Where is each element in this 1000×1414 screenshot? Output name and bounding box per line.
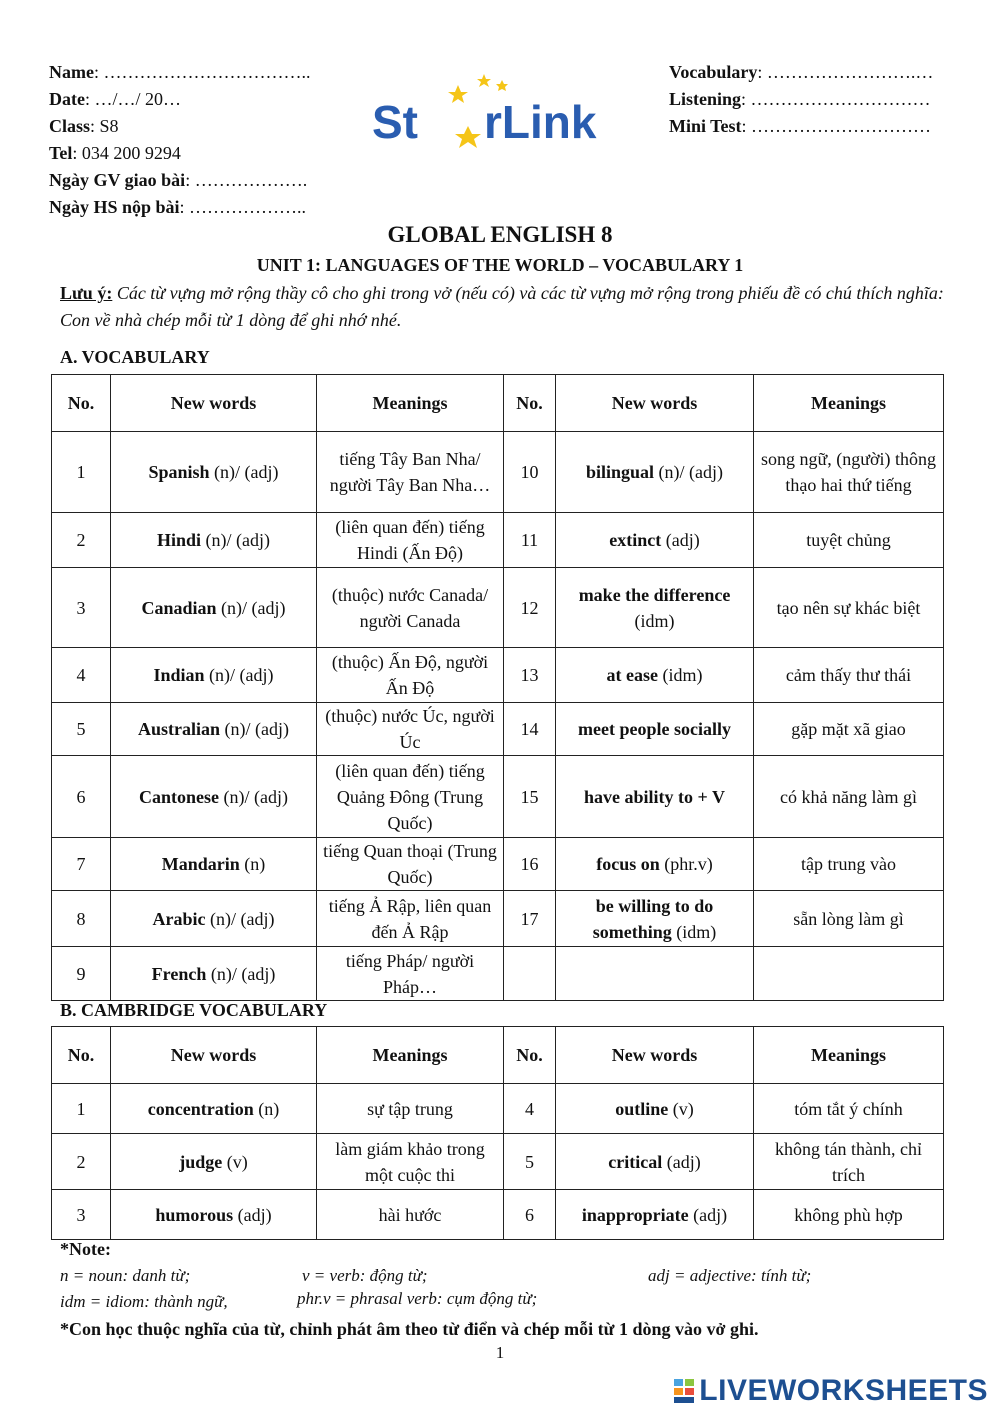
table-row — [52, 891, 944, 947]
meaning-cell: tiếng Pháp/ người Pháp… — [317, 947, 504, 1001]
column-header: Meanings — [754, 1027, 944, 1084]
word-cell: Australian (n)/ (adj) — [111, 703, 317, 756]
word-cell: Arabic (n)/ (adj) — [111, 891, 317, 947]
column-header: No. — [52, 1027, 111, 1084]
table-row — [52, 756, 944, 838]
table-row — [52, 947, 944, 1001]
page-subtitle: UNIT 1: LANGUAGES OF THE WORLD – VOCABULARY 1 — [256, 255, 744, 275]
word-cell: French (n)/ (adj) — [111, 947, 317, 1001]
row-number: 16 — [504, 838, 556, 891]
meaning-cell: tập trung vào — [754, 838, 944, 891]
word-cell: outline (v) — [556, 1084, 754, 1134]
column-header: No. — [504, 375, 556, 432]
abbr-noun: n = noun: danh từ; — [60, 1266, 191, 1285]
word-cell: humorous (adj) — [111, 1190, 317, 1240]
score-listening: Listening: ………………………… — [669, 89, 931, 109]
word-cell: inappropriate (adj) — [556, 1190, 754, 1240]
table-row — [52, 703, 944, 756]
meaning-cell: tóm tắt ý chính — [754, 1084, 944, 1134]
row-number: 11 — [504, 513, 556, 568]
word-cell: make the difference (idm) — [556, 568, 754, 648]
table-row — [52, 513, 944, 568]
word-cell: Canadian (n)/ (adj) — [111, 568, 317, 648]
table-row — [52, 838, 944, 891]
row-number: 5 — [52, 703, 111, 756]
meaning-cell: có khả năng làm gì — [754, 756, 944, 838]
row-number: 6 — [52, 756, 111, 838]
meaning-cell: tuyệt chủng — [754, 513, 944, 568]
word-cell: be willing to do something (idm) — [556, 891, 754, 947]
score-mini-test: Mini Test: ………………………… — [669, 116, 932, 136]
instruction-note — [60, 280, 950, 334]
table-row — [52, 1190, 944, 1240]
word-cell: focus on (phr.v) — [556, 838, 754, 891]
row-number: 3 — [52, 568, 111, 648]
word-cell: Cantonese (n)/ (adj) — [111, 756, 317, 838]
word-cell: judge (v) — [111, 1134, 317, 1190]
column-header: Meanings — [754, 375, 944, 432]
table-header-row — [52, 375, 944, 432]
vocabulary-table-a — [51, 374, 944, 1001]
column-header: New words — [556, 1027, 754, 1084]
row-number: 2 — [52, 1134, 111, 1190]
meaning-cell: (liên quan đến) tiếng Quảng Đông (Trung Quốc) — [317, 756, 504, 838]
vocabulary-table-b — [51, 1026, 944, 1240]
column-header: Meanings — [317, 1027, 504, 1084]
meaning-cell: tiếng Ả Rập, liên quan đến Ả Rập — [317, 891, 504, 947]
meaning-cell: gặp mặt xã giao — [754, 703, 944, 756]
meaning-cell: (thuộc) nước Úc, người Úc — [317, 703, 504, 756]
abbr-verb: v = verb: động từ; — [302, 1266, 428, 1285]
abbr-phrasal-verb: phr.v = phrasal verb: cụm động từ; — [297, 1289, 538, 1308]
score-vocabulary: Vocabulary: …………………….… — [669, 62, 934, 82]
word-cell: Indian (n)/ (adj) — [111, 648, 317, 703]
word-cell: Mandarin (n) — [111, 838, 317, 891]
info-submitted: Ngày HS nộp bài: ……………….. — [49, 197, 307, 217]
empty-cell — [754, 947, 944, 1001]
note-text: Các từ vựng mở rộng thầy cô cho ghi trong vở (nếu có) và các từ vựng mở rộng trong phiếu đề có chú thích nghĩa: Con về nhà chép mỗi từ 1 dòng để ghi nhớ nhé. — [60, 283, 944, 330]
row-number: 4 — [504, 1084, 556, 1134]
meaning-cell: (thuộc) nước Canada/ người Canada — [317, 568, 504, 648]
column-header: Meanings — [317, 375, 504, 432]
info-date: Date: …/…/ 20… — [49, 89, 181, 109]
info-name: Name: …………………………….. — [49, 62, 311, 82]
table-header-row — [52, 1027, 944, 1084]
student-info — [49, 59, 311, 221]
table-row — [52, 648, 944, 703]
table-row — [52, 568, 944, 648]
row-number: 2 — [52, 513, 111, 568]
info-tel: Tel: 034 200 9294 — [49, 143, 181, 163]
empty-cell — [504, 947, 556, 1001]
meaning-cell: sẵn lòng làm gì — [754, 891, 944, 947]
row-number: 15 — [504, 756, 556, 838]
liveworksheets-icon — [673, 1378, 695, 1404]
score-info — [669, 59, 933, 140]
column-header: No. — [504, 1027, 556, 1084]
meaning-cell: tạo nên sự khác biệt — [754, 568, 944, 648]
svg-text:St: St — [372, 96, 418, 148]
row-number: 10 — [504, 432, 556, 513]
meaning-cell: (liên quan đến) tiếng Hindi (Ấn Độ) — [317, 513, 504, 568]
abbr-idiom: idm = idiom: thành ngữ, — [60, 1292, 228, 1311]
row-number: 13 — [504, 648, 556, 703]
row-number: 8 — [52, 891, 111, 947]
word-cell: Hindi (n)/ (adj) — [111, 513, 317, 568]
info-assigned: Ngày GV giao bài: ………………. — [49, 170, 308, 190]
word-cell: extinct (adj) — [556, 513, 754, 568]
word-cell: at ease (idm) — [556, 648, 754, 703]
section-b-heading: B. CAMBRIDGE VOCABULARY — [60, 1000, 328, 1020]
table-row — [52, 1134, 944, 1190]
meaning-cell: cảm thấy thư thái — [754, 648, 944, 703]
starlink-logo — [370, 70, 600, 150]
row-number: 3 — [52, 1190, 111, 1240]
row-number: 14 — [504, 703, 556, 756]
note-heading: *Note: — [60, 1239, 111, 1259]
row-number: 1 — [52, 432, 111, 513]
svg-text:rLink: rLink — [484, 96, 597, 148]
row-number: 9 — [52, 947, 111, 1001]
row-number: 17 — [504, 891, 556, 947]
word-cell: Spanish (n)/ (adj) — [111, 432, 317, 513]
page-title: GLOBAL ENGLISH 8 — [387, 222, 613, 247]
liveworksheets-watermark — [673, 1374, 988, 1408]
meaning-cell: sự tập trung — [317, 1084, 504, 1134]
column-header: New words — [111, 375, 317, 432]
row-number: 1 — [52, 1084, 111, 1134]
page-number: 1 — [495, 1343, 505, 1362]
row-number: 6 — [504, 1190, 556, 1240]
column-header: New words — [111, 1027, 317, 1084]
row-number: 7 — [52, 838, 111, 891]
row-number: 12 — [504, 568, 556, 648]
word-cell: concentration (n) — [111, 1084, 317, 1134]
column-header: New words — [556, 375, 754, 432]
info-class: Class: S8 — [49, 116, 119, 136]
meaning-cell: hài hước — [317, 1190, 504, 1240]
row-number: 5 — [504, 1134, 556, 1190]
meaning-cell: tiếng Quan thoại (Trung Quốc) — [317, 838, 504, 891]
column-header: No. — [52, 375, 111, 432]
meaning-cell: (thuộc) Ấn Độ, người Ấn Độ — [317, 648, 504, 703]
final-instruction: *Con học thuộc nghĩa của từ, chỉnh phát âm theo từ điển và chép mỗi từ 1 dòng vào vở ghi. — [60, 1319, 759, 1339]
row-number: 4 — [52, 648, 111, 703]
empty-cell — [556, 947, 754, 1001]
word-cell: have ability to + V — [556, 756, 754, 838]
word-cell: critical (adj) — [556, 1134, 754, 1190]
meaning-cell: không phù hợp — [754, 1190, 944, 1240]
section-a-heading: A. VOCABULARY — [60, 347, 210, 367]
meaning-cell: tiếng Tây Ban Nha/ người Tây Ban Nha… — [317, 432, 504, 513]
meaning-cell: làm giám khảo trong một cuộc thi — [317, 1134, 504, 1190]
table-row — [52, 1084, 944, 1134]
abbr-adjective: adj = adjective: tính từ; — [648, 1266, 812, 1285]
meaning-cell: song ngữ, (người) thông thạo hai thứ tiếng — [754, 432, 944, 513]
watermark-text: LIVEWORKSHEETS — [699, 1374, 988, 1407]
note-label: Lưu ý: — [60, 283, 113, 303]
table-row — [52, 432, 944, 513]
word-cell: bilingual (n)/ (adj) — [556, 432, 754, 513]
meaning-cell: không tán thành, chỉ trích — [754, 1134, 944, 1190]
word-cell: meet people socially — [556, 703, 754, 756]
